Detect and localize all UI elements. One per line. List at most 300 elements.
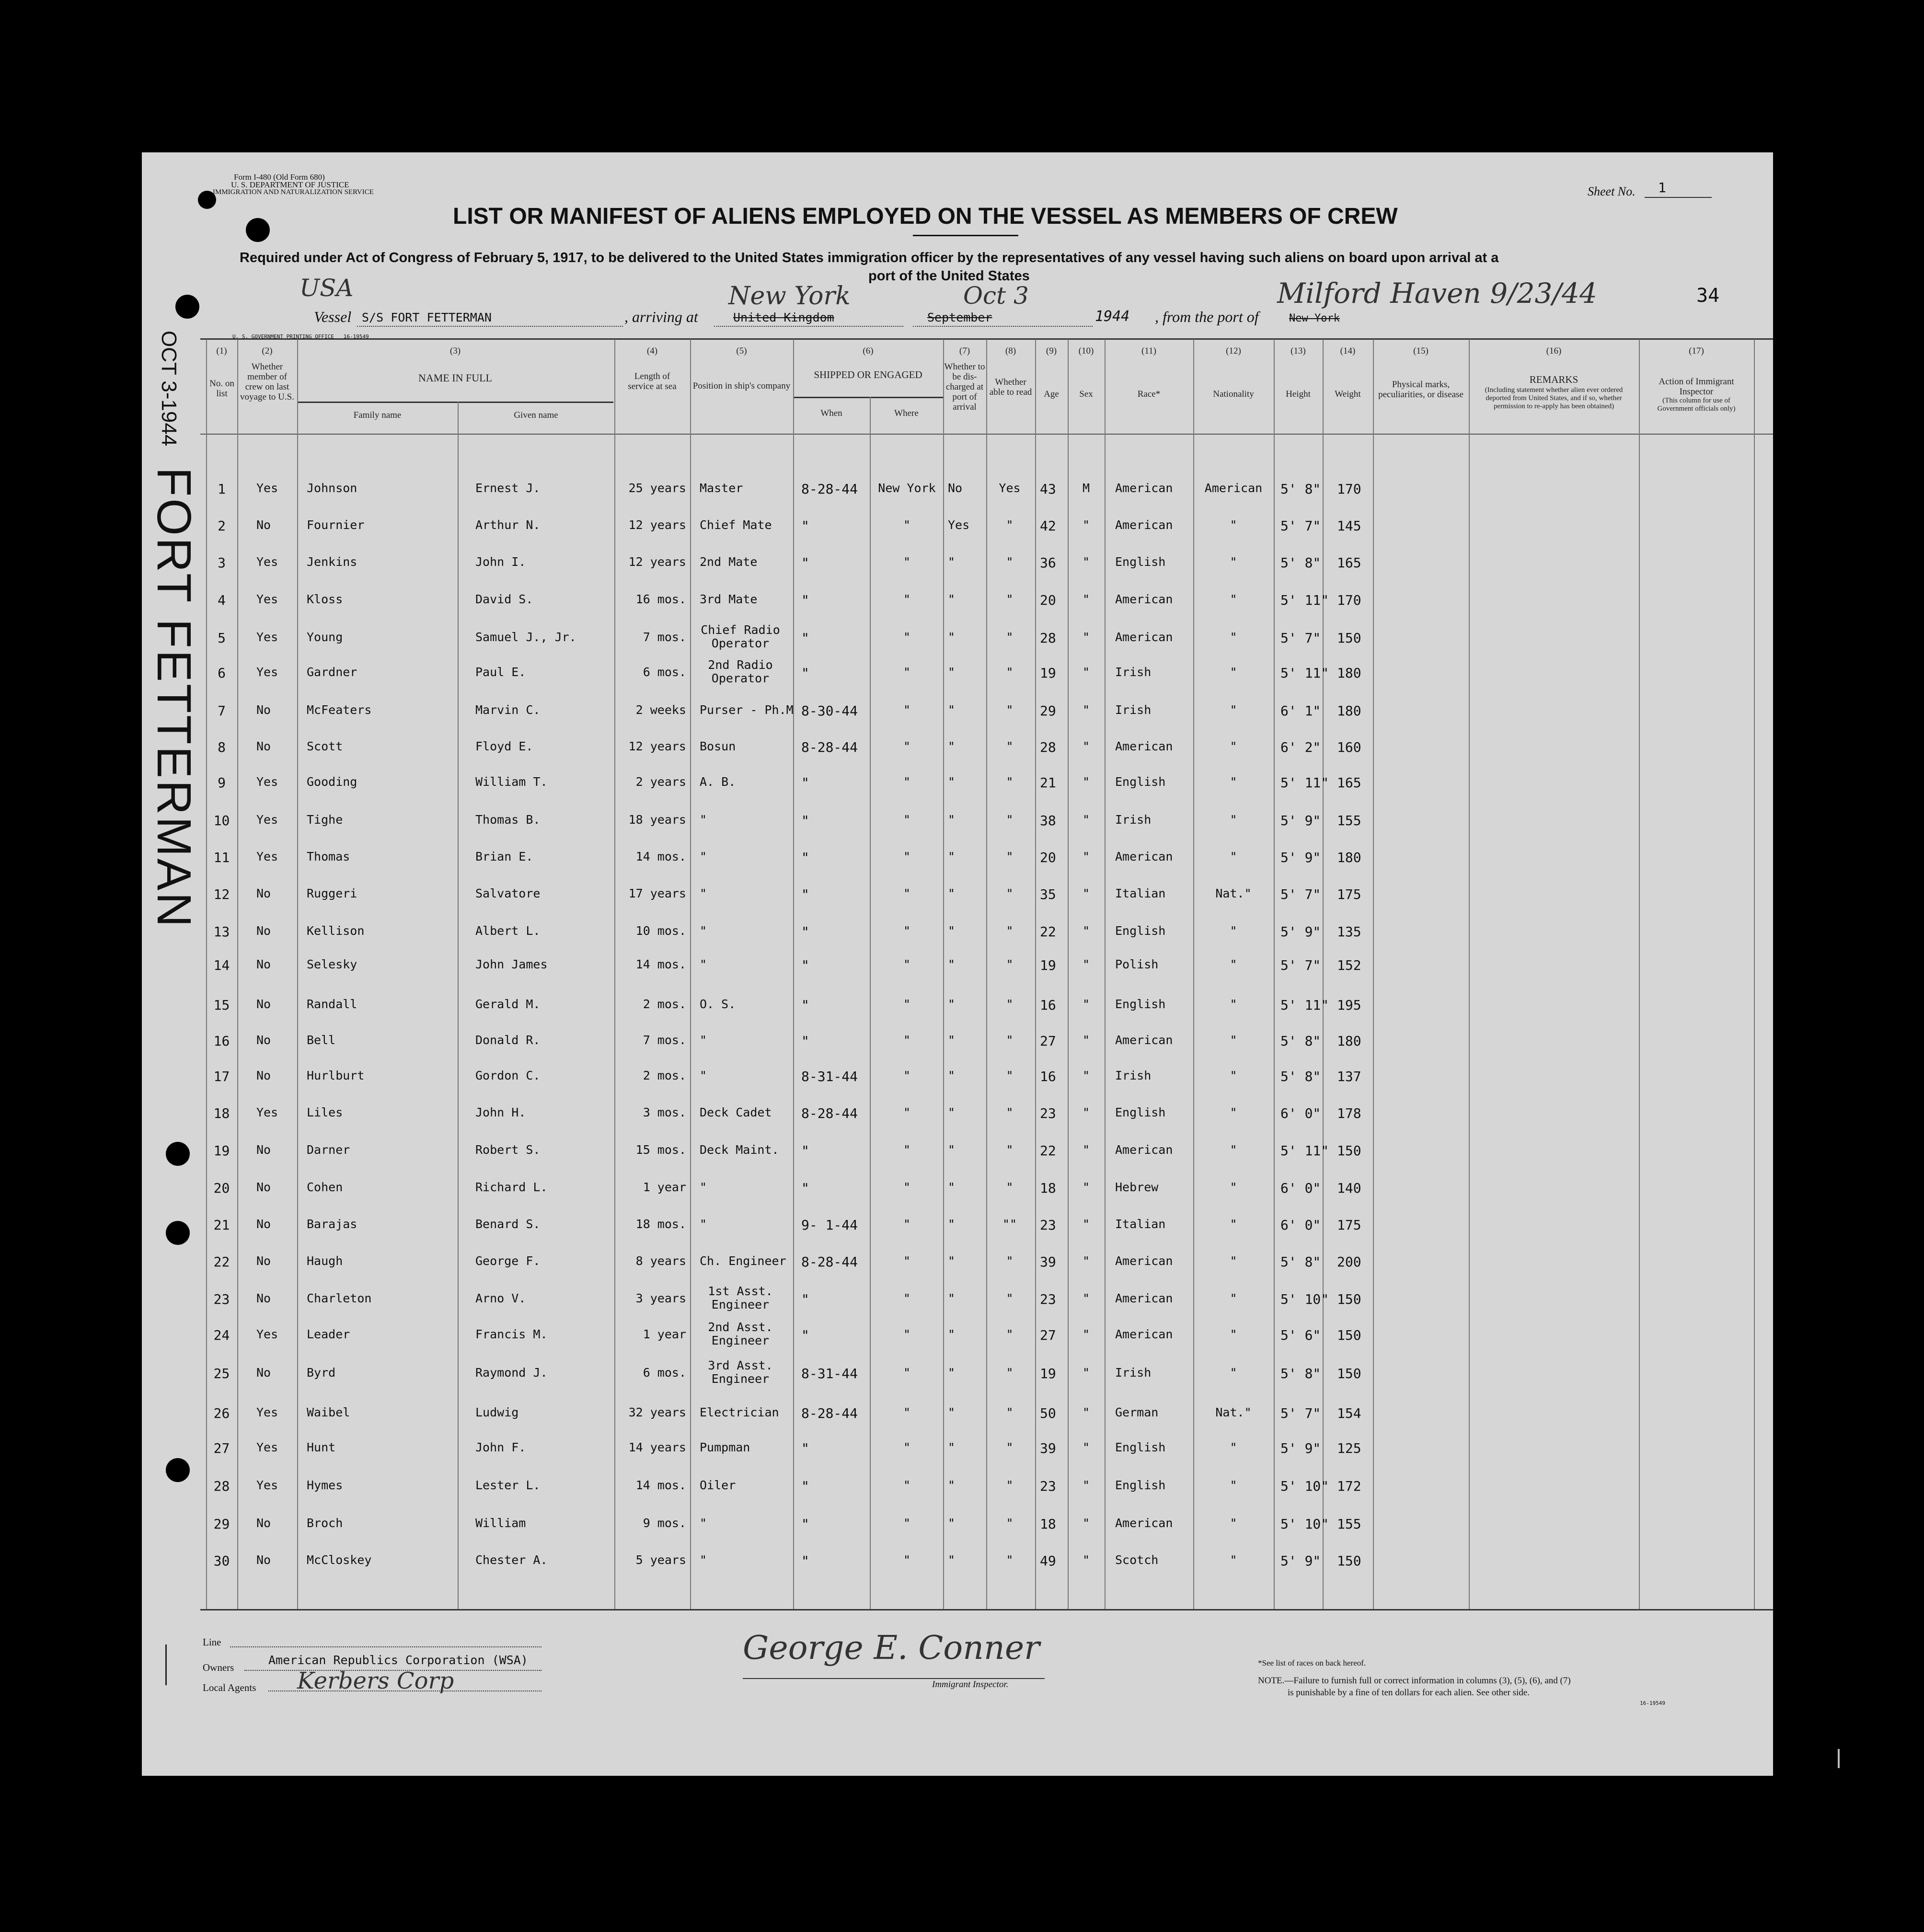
shipped-when: " (801, 1553, 809, 1569)
service-length: 2 weeks (635, 703, 686, 717)
nationality: Nat." (1215, 886, 1252, 900)
can-read: " (1006, 1291, 1014, 1305)
col-rule (297, 339, 298, 1609)
given-name: John I. (475, 555, 526, 569)
can-read: " (1006, 1553, 1014, 1567)
height: 5' 8" (1280, 1366, 1321, 1381)
height: 5' 9" (1280, 813, 1321, 828)
shipped-where: " (903, 775, 911, 789)
position: " (700, 813, 707, 827)
weight: 195 (1337, 997, 1361, 1013)
height: 5' 8" (1280, 1033, 1321, 1049)
position: " (700, 1033, 707, 1047)
row-number: 19 (213, 1143, 230, 1159)
service-length: 10 mos. (635, 924, 686, 938)
height: 5' 11" (1280, 1143, 1329, 1159)
sex: " (1082, 592, 1090, 606)
given-name: Robert S. (475, 1143, 541, 1157)
race: American (1115, 1254, 1173, 1268)
nationality: " (1230, 957, 1237, 971)
row-number: 9 (218, 775, 226, 791)
sex: " (1082, 886, 1090, 900)
family-name: Darner (307, 1143, 350, 1157)
col-number: (15) (1413, 346, 1429, 356)
date-line (913, 326, 1093, 327)
shipped-when: " (801, 997, 809, 1013)
shipped-when: 8-31-44 (801, 1366, 858, 1381)
height: 5' 7" (1280, 1405, 1321, 1421)
from-port-label: , from the port of (1155, 308, 1259, 325)
position: " (700, 1553, 707, 1567)
service-name: IMMIGRATION AND NATURALIZATION SERVICE (213, 188, 374, 196)
col-number: (1) (216, 346, 227, 356)
discharge-flag: " (948, 739, 956, 753)
previous-voyage: No (256, 1553, 271, 1567)
sex: M (1082, 481, 1090, 495)
header-nationality: Nationality (1213, 389, 1254, 399)
position: 2nd Asst. Engineer (708, 1320, 773, 1347)
service-length: 7 mos. (643, 630, 686, 644)
discharge-flag: " (948, 665, 956, 679)
shipped-when: " (801, 1440, 809, 1456)
family-name: Cohen (307, 1180, 343, 1194)
race: American (1115, 630, 1173, 644)
shipped-where: " (903, 1405, 911, 1419)
sex: " (1082, 1105, 1090, 1119)
can-read: "" (1002, 1217, 1017, 1231)
arrival-year: 1944 (1095, 308, 1130, 325)
family-name: Liles (307, 1105, 343, 1119)
weight: 172 (1337, 1478, 1361, 1494)
given-name: William T. (475, 775, 548, 789)
can-read: " (1006, 592, 1014, 606)
sex: " (1082, 1327, 1090, 1341)
age: 50 (1040, 1405, 1056, 1421)
shipped-when: 8-28-44 (801, 739, 858, 755)
previous-voyage: Yes (256, 850, 278, 863)
height: 5' 9" (1280, 1440, 1321, 1456)
from-port-value: New York (1289, 312, 1340, 324)
service-length: 14 mos. (635, 957, 686, 971)
age: 39 (1040, 1440, 1056, 1456)
family-name: Fournier (307, 518, 365, 532)
row-number: 12 (213, 886, 230, 902)
age: 20 (1040, 592, 1056, 608)
position: " (700, 850, 707, 863)
weight: 175 (1337, 886, 1361, 902)
shipped-when: " (801, 775, 809, 791)
previous-voyage: No (256, 1069, 271, 1082)
shipped-where: " (903, 1105, 911, 1119)
weight: 125 (1337, 1440, 1361, 1456)
position: " (700, 957, 707, 971)
position: 2nd Radio Operator (708, 658, 773, 685)
nationality: " (1230, 1143, 1237, 1157)
shipped-where: " (903, 1516, 911, 1530)
given-name: Donald R. (475, 1033, 541, 1047)
previous-voyage: Yes (256, 555, 278, 569)
shipped-when: " (801, 1143, 809, 1159)
row-number: 24 (213, 1327, 230, 1343)
given-name: Francis M. (475, 1327, 548, 1341)
form-number: Form I-480 (Old Form 680) (234, 172, 325, 182)
shipped-where: " (903, 1440, 911, 1454)
sex: " (1082, 1516, 1090, 1530)
family-name: Kellison (307, 924, 365, 938)
given-name: Thomas B. (475, 813, 541, 827)
col-rule (1035, 339, 1036, 1609)
sex: " (1082, 957, 1090, 971)
col-rule (1469, 339, 1470, 1609)
col-rule (690, 339, 691, 1609)
previous-voyage: No (256, 1516, 271, 1530)
shipped-when: 8-28-44 (801, 1254, 858, 1270)
age: 28 (1040, 739, 1056, 755)
weight: 178 (1337, 1105, 1361, 1121)
given-name: Richard L. (475, 1180, 548, 1194)
shipped-when: " (801, 850, 809, 865)
weight: 180 (1337, 1033, 1361, 1049)
weight: 150 (1337, 1327, 1361, 1343)
nationality: " (1230, 1440, 1237, 1454)
age: 23 (1040, 1105, 1056, 1121)
shipped-when: 8-28-44 (801, 1105, 858, 1121)
shipped-where: " (903, 703, 911, 717)
position: Deck Maint. (700, 1143, 779, 1157)
row-number: 29 (213, 1516, 230, 1532)
position: Oiler (700, 1478, 736, 1492)
height: 6' 0" (1280, 1217, 1321, 1233)
race: English (1115, 1440, 1166, 1454)
race: American (1115, 1143, 1173, 1157)
shipped-where: " (903, 1291, 911, 1305)
can-read: " (1006, 1143, 1014, 1157)
previous-voyage: No (256, 1180, 271, 1194)
col-rule (458, 402, 459, 1609)
position: 3rd Asst. Engineer (708, 1358, 773, 1386)
race: American (1115, 1516, 1173, 1530)
service-length: 14 mos. (635, 850, 686, 863)
previous-voyage: Yes (256, 1478, 278, 1492)
discharge-flag: " (948, 630, 956, 644)
nationality: " (1230, 1033, 1237, 1047)
given-name: John F. (475, 1440, 526, 1454)
service-length: 3 mos. (643, 1105, 686, 1119)
position: Purser - Ph.M (700, 703, 794, 717)
discharge-flag: " (948, 1033, 956, 1047)
age: 19 (1040, 957, 1056, 973)
header-race: Race* (1137, 389, 1161, 399)
age: 20 (1040, 850, 1056, 865)
discharge-flag: " (948, 850, 956, 863)
col-number: (5) (736, 346, 747, 356)
header-given-name: Given name (514, 410, 558, 420)
header-physical-marks: Physical marks, peculiarities, or disease (1378, 380, 1463, 400)
arrival-month: September (927, 310, 992, 324)
page-stamp-number: 34 (1696, 285, 1720, 307)
header-previous-voyage: Whether member of crew on last voyage to U.S. (240, 362, 294, 402)
nationality: " (1230, 1105, 1237, 1119)
height: 5' 7" (1280, 518, 1321, 534)
family-name: Scott (307, 739, 343, 753)
race: American (1115, 850, 1173, 863)
col-rule (793, 339, 794, 1609)
nationality: " (1230, 739, 1237, 753)
given-name: Benard S. (475, 1217, 541, 1231)
shipped-when: " (801, 1180, 809, 1196)
height: 5' 9" (1280, 924, 1321, 940)
row-number: 20 (213, 1180, 230, 1196)
height: 5' 6" (1280, 1327, 1321, 1343)
agents-handwritten: Kerbers Corp (297, 1668, 454, 1694)
weight: 155 (1337, 1516, 1361, 1532)
previous-voyage: No (256, 886, 271, 900)
height: 5' 10" (1280, 1516, 1329, 1532)
given-name: Salvatore (475, 886, 541, 900)
can-read: " (1006, 1254, 1014, 1268)
height: 5' 9" (1280, 1553, 1321, 1569)
family-name: Hunt (307, 1440, 336, 1454)
given-name: William (475, 1516, 526, 1530)
can-read: " (1006, 518, 1014, 532)
shipped-where: " (903, 1069, 911, 1082)
height: 5' 7" (1280, 886, 1321, 902)
header-remarks-note: (Including statement whether alien ever ordered deported from United States, and if so, whether permission to re-apply has been obtained) (1485, 386, 1623, 410)
sheet-number: 1 (1658, 180, 1666, 196)
row-number: 13 (213, 924, 230, 940)
can-read: " (1006, 1105, 1014, 1119)
race: English (1115, 924, 1166, 938)
height: 6' 1" (1280, 703, 1321, 719)
family-name: Tighe (307, 813, 343, 827)
sex: " (1082, 1553, 1090, 1567)
discharge-flag: " (948, 1366, 956, 1380)
col-number: (16) (1546, 346, 1562, 356)
row-number: 5 (218, 630, 226, 646)
owners-value: American Republics Corporation (WSA) (268, 1653, 528, 1667)
previous-voyage: No (256, 1366, 271, 1380)
nationality: " (1230, 1254, 1237, 1268)
family-name: McCloskey (307, 1553, 372, 1567)
can-read: " (1006, 1405, 1014, 1419)
family-name: Jenkins (307, 555, 357, 569)
height: 6' 0" (1280, 1105, 1321, 1121)
row-number: 28 (213, 1478, 230, 1494)
col-number: (12) (1226, 346, 1241, 356)
race: English (1115, 1478, 1166, 1492)
family-name: Selesky (307, 957, 357, 971)
race: American (1115, 518, 1173, 532)
weight: 137 (1337, 1069, 1361, 1084)
punch-hole (175, 295, 199, 319)
shipped-when: " (801, 665, 809, 681)
position: " (700, 924, 707, 938)
can-read: " (1006, 1180, 1014, 1194)
position: 1st Asst. Engineer (708, 1284, 773, 1311)
sex: " (1082, 555, 1090, 569)
race: American (1115, 1291, 1173, 1305)
discharge-flag: " (948, 1069, 956, 1082)
height: 5' 11" (1280, 997, 1329, 1013)
height: 5' 11" (1280, 592, 1329, 608)
can-read: " (1006, 1478, 1014, 1492)
weight: 150 (1337, 1291, 1361, 1307)
position: Pumpman (700, 1440, 750, 1454)
family-name: Gooding (307, 775, 357, 789)
service-length: 16 mos. (635, 592, 686, 606)
inspector-signature: George E. Conner (743, 1629, 1040, 1667)
given-name: David S. (475, 592, 533, 606)
weight: 150 (1337, 1553, 1361, 1569)
service-length: 9 mos. (643, 1516, 686, 1530)
service-length: 1 year (643, 1327, 686, 1341)
age: 22 (1040, 924, 1056, 940)
position: Deck Cadet (700, 1105, 772, 1119)
can-read: " (1006, 813, 1014, 827)
weight: 135 (1337, 924, 1361, 940)
race: Polish (1115, 957, 1159, 971)
sex: " (1082, 997, 1090, 1011)
given-name: George F. (475, 1254, 541, 1268)
position: " (700, 1217, 707, 1231)
nationality: " (1230, 1217, 1237, 1231)
previous-voyage: No (256, 957, 271, 971)
row-number: 16 (213, 1033, 230, 1049)
row-number: 1 (218, 481, 226, 497)
weight: 145 (1337, 518, 1361, 534)
family-name: Hurlburt (307, 1069, 365, 1082)
previous-voyage: No (256, 997, 271, 1011)
previous-voyage: No (256, 1254, 271, 1268)
subtitle-line-1: Required under Act of Congress of February 5, 1917, to be delivered to the United States immigration officer by the representatives of any vessel having such aliens on board upon arrival at a (240, 250, 1499, 265)
discharge-flag: " (948, 1217, 956, 1231)
owners-label: Owners (203, 1662, 234, 1673)
shipped-where: " (903, 997, 911, 1011)
age: 39 (1040, 1254, 1056, 1270)
family-name: McFeaters (307, 703, 372, 717)
discharge-flag: " (948, 924, 956, 938)
age: 16 (1040, 1069, 1056, 1084)
col-number: (14) (1340, 346, 1356, 356)
given-name: Arno V. (475, 1291, 526, 1305)
nationality: " (1230, 665, 1237, 679)
sex: " (1082, 775, 1090, 789)
shipped-when: " (801, 555, 809, 571)
fine-note-1: NOTE.—Failure to furnish full or correct information in columns (3), (5), (6), and (7) (1258, 1676, 1571, 1686)
previous-voyage: No (256, 924, 271, 938)
service-length: 18 mos. (635, 1217, 686, 1231)
shipped-when: " (801, 924, 809, 940)
weight: 154 (1337, 1405, 1361, 1421)
service-length: 6 mos. (643, 665, 686, 679)
age: 43 (1040, 481, 1056, 497)
discharge-flag: " (948, 813, 956, 827)
discharge-flag: No (948, 481, 963, 495)
can-read: " (1006, 850, 1014, 863)
race: Italian (1115, 886, 1166, 900)
sex: " (1082, 1033, 1090, 1047)
race: Irish (1115, 703, 1152, 717)
weight: 140 (1337, 1180, 1361, 1196)
row-number: 11 (213, 850, 230, 865)
header-height: Height (1286, 389, 1311, 399)
line-label: Line (203, 1636, 221, 1648)
age: 18 (1040, 1516, 1056, 1532)
header-shipped-engaged: SHIPPED OR ENGAGED (814, 369, 922, 380)
can-read: " (1006, 886, 1014, 900)
service-length: 6 mos. (643, 1366, 686, 1380)
nationality: " (1230, 518, 1237, 532)
given-name: Chester A. (475, 1553, 548, 1567)
discharge-flag: " (948, 1516, 956, 1530)
col-rule (1373, 339, 1374, 1609)
shipped-where: " (903, 1254, 911, 1268)
header-remarks: REMARKS (1529, 374, 1578, 385)
shipped-when: 8-28-44 (801, 481, 858, 497)
col-rule (237, 339, 238, 1609)
age: 49 (1040, 1553, 1056, 1569)
discharge-flag: " (948, 1553, 956, 1567)
col-rule (870, 397, 871, 1609)
sex: " (1082, 665, 1090, 679)
col-rule (206, 339, 207, 1609)
given-name: Floyd E. (475, 739, 533, 753)
service-length: 3 years (635, 1291, 686, 1305)
handwritten-arrival-date: Oct 3 (963, 282, 1029, 310)
shipped-where: " (903, 1180, 911, 1194)
shipped-when: " (801, 1478, 809, 1494)
given-name: Albert L. (475, 924, 541, 938)
col-number: (17) (1689, 346, 1704, 356)
sex: " (1082, 1291, 1090, 1305)
weight: 180 (1337, 703, 1361, 719)
shipped-when: 8-31-44 (801, 1069, 858, 1084)
previous-voyage: Yes (256, 1440, 278, 1454)
height: 5' 8" (1280, 555, 1321, 571)
col-number: (7) (959, 346, 970, 356)
height: 6' 2" (1280, 739, 1321, 755)
handwritten-arrival-port: New York (728, 282, 851, 310)
header-where: Where (894, 408, 919, 418)
can-read: " (1006, 665, 1014, 679)
given-name: Ernest J. (475, 481, 541, 495)
row-number: 3 (218, 555, 226, 571)
sex: " (1082, 1143, 1090, 1157)
header-inspector-action: Action of Immigrant Inspector (1659, 377, 1734, 397)
can-read: " (1006, 957, 1014, 971)
can-read: " (1006, 1069, 1014, 1082)
footer-form-code: 16-19549 (1640, 1700, 1665, 1706)
height: 5' 9" (1280, 850, 1321, 865)
header-family-name: Family name (353, 410, 402, 420)
nationality: " (1230, 1180, 1237, 1194)
page-title: LIST OR MANIFEST OF ALIENS EMPLOYED ON THE VESSEL AS MEMBERS OF CREW (453, 204, 1398, 229)
weight: 165 (1337, 775, 1361, 791)
height: 5' 8" (1280, 1254, 1321, 1270)
sex: " (1082, 850, 1090, 863)
shipped-where: " (903, 1327, 911, 1341)
shipped-where: " (903, 813, 911, 827)
sex: " (1082, 630, 1090, 644)
col-number: (6) (863, 346, 874, 356)
race: Irish (1115, 1366, 1152, 1380)
given-name: Lester L. (475, 1478, 541, 1492)
shipped-where: " (903, 850, 911, 863)
discharge-flag: " (948, 957, 956, 971)
family-name: Young (307, 630, 343, 644)
previous-voyage: Yes (256, 775, 278, 789)
height: 5' 11" (1280, 665, 1329, 681)
